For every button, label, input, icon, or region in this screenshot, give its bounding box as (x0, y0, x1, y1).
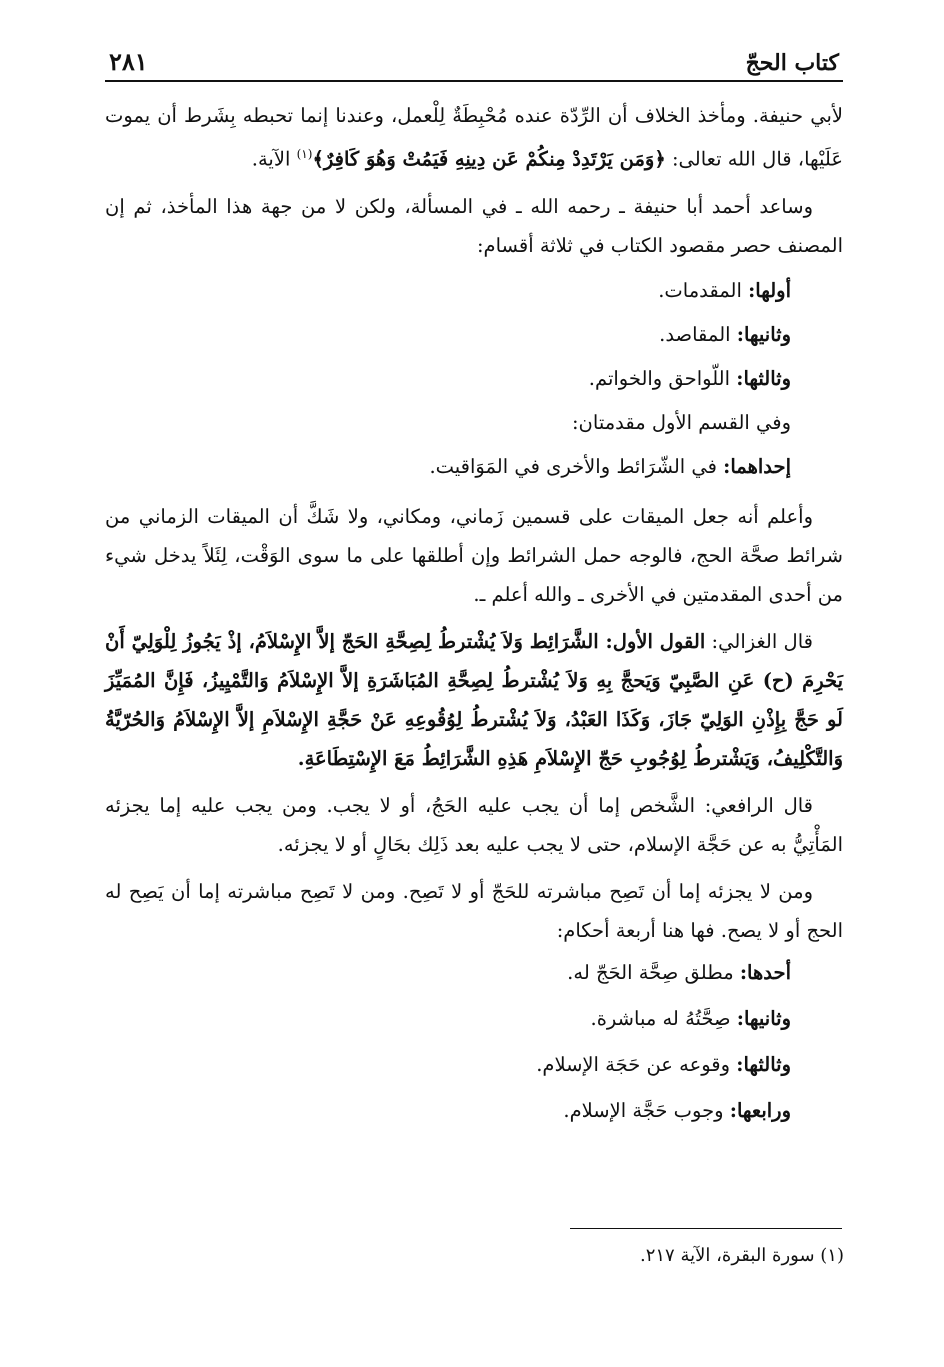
paragraph-1-text: لأبي حنيفة. ومأخذ الخلاف أن الرِّدّة عنده مُحْبِطَةٌ لِلْعمل، وعندنا إنما تحبطه بِشَرط أن يموت عَلَيْها، قال الله تعالى: (105, 104, 843, 171)
list-item-text: وجوب حَجَّة الإسلام. (563, 1098, 730, 1122)
paragraph-1-end: الآية. (251, 147, 297, 171)
footnote-ref: (١) (296, 147, 313, 161)
list-item (105, 269, 843, 313)
list-item-text: المقاصد. (659, 322, 737, 346)
list-item-label: ورابعها: (729, 1098, 791, 1122)
list-item-label: وثالثها: (736, 1052, 791, 1076)
paragraph-7: ومن لا يجزئه إما أن تَصِح مباشرته للحَجّ أو لا تَصِح. ومن لا تَصِح مباشرته إما أن يَصِح له الحج أو لا يصح. فها هنا أربعة أحكام: (105, 879, 843, 942)
paragraph-5 (105, 622, 843, 778)
list-item-label: وثانيها: (736, 322, 791, 346)
list-item-text: صِحَّتُهُ له مباشرة. (590, 1006, 737, 1030)
list-item (105, 996, 843, 1042)
list-item-text: وقوعه عن حَجَة الإسلام. (536, 1052, 737, 1076)
list-item (105, 313, 843, 357)
list-rulings (105, 950, 843, 1134)
footnote-number: (١) (820, 1245, 844, 1266)
page (105, 36, 843, 1134)
list-item-text: في الشّرَائط والأخرى في المَوَاقيت. (429, 454, 724, 478)
list-item (105, 1088, 843, 1134)
paragraph-4: وأعلم أنه جعل الميقات على قسمين زَماني، ومكاني، ولا شَكَّ أن الميقات الزماني من شرائط صحَّة الحج، فالوجه حمل الشرائط وإن أطلقها على ما سوى الوَقْت، لِئَلاً يدخل شيء من أحدى المقدمتين في الأخرى ـ والله أعلم ـ. (105, 504, 843, 606)
list-item-label: وثالثها: (736, 366, 791, 390)
list-item (105, 445, 843, 489)
paragraph-3: وفي القسم الأول مقدمتان: (571, 410, 791, 434)
list-item-text: مطلق صِحَّة الحَجّ له. (567, 960, 740, 984)
list-item (105, 1042, 843, 1088)
list-item-label: إحداهما: (723, 454, 791, 478)
list-item (105, 357, 843, 401)
paragraph-1 (105, 96, 843, 179)
list-item-text: المقدمات. (658, 278, 749, 302)
page-header (105, 36, 843, 82)
paragraph-6: قال الرافعي: الشَّخص إما أن يجب عليه الحَجُ، أو لا يجب. ومن يجب عليه إما يجزئه المَأْتِيُّ به عن حَجَّة الإسلام، حتى لا يجب عليه بعد ذَلِك بحَالٍ أو لا يجزئه. (105, 793, 843, 856)
list-item-label: أحدها: (739, 960, 791, 984)
list-item (105, 950, 843, 996)
paragraph-5-label: القول الأول: (598, 629, 706, 653)
list-item-text: اللّواحق والخواتم. (588, 366, 737, 390)
list-item-label: وثانيها: (736, 1006, 791, 1030)
footnote (144, 1242, 844, 1270)
page-number: ٢٨١ (109, 47, 148, 76)
paragraph-2: وساعد أحمد أبا حنيفة ـ رحمه الله ـ في المسألة، ولكن لا من جهة هذا المأخذ، ثم إن المصنف حصر مقصود الكتاب في ثلاثة أقسام: (105, 194, 843, 257)
footnote-divider (570, 1228, 842, 1229)
list-sections (105, 269, 843, 401)
page-body (105, 96, 843, 1134)
matn-text: الشَّرَائِط وَلاَ يُشْترطُ لِصِحَّةِ الحَجّ إلاَّ الإِسْلاَمُ، إذْ يَجُوزُ لِلْوَلِيّ أَنْ يَحْرِمَ (ح) عَنِ الصَّبِيّ وَيَحجَّ بِهِ وَلاَ يُشْترطُ لِصِحَّةِ المُبَاشَرَةِ إلاَّ الإِسْلاَمُ وَالتَّمْيِيزُ، فَإِنَّ المُمَيِّزَ لَو حَجَّ بِإِذْنِ الوَلِيّ جَازَ، وَكَذَا العَبْدُ، وَلاَ يُشْترطُ لِوُقُوعِهِ عَنْ حَجَّةِ الإِسْلاَمِ إلاَّ الإِسْلاَمُ وَالحُرّيَّةُ وَالتَّكْلِيفُ، وَيَشْترطُ لِوُجُوبِ حَجّ الإِسْلاَمِ هَذِهِ الشَّرَائِطُ مَعَ الإِسْتِطَاعَةِ. (105, 629, 843, 770)
book-title: كتاب الحجّ (745, 50, 839, 76)
quran-verse: ﴿وَمَن يَرْتَدِدْ مِنكُمْ عَن دِينِهِ فَيَمُتْ وَهُوَ كَافِرٌ﴾ (312, 147, 666, 171)
footnote-text: سورة البقرة، الآية ٢١٧. (639, 1245, 815, 1266)
list-item-label: أولها: (748, 278, 791, 302)
paragraph-5-prefix: قال الغزالي: (705, 629, 813, 653)
